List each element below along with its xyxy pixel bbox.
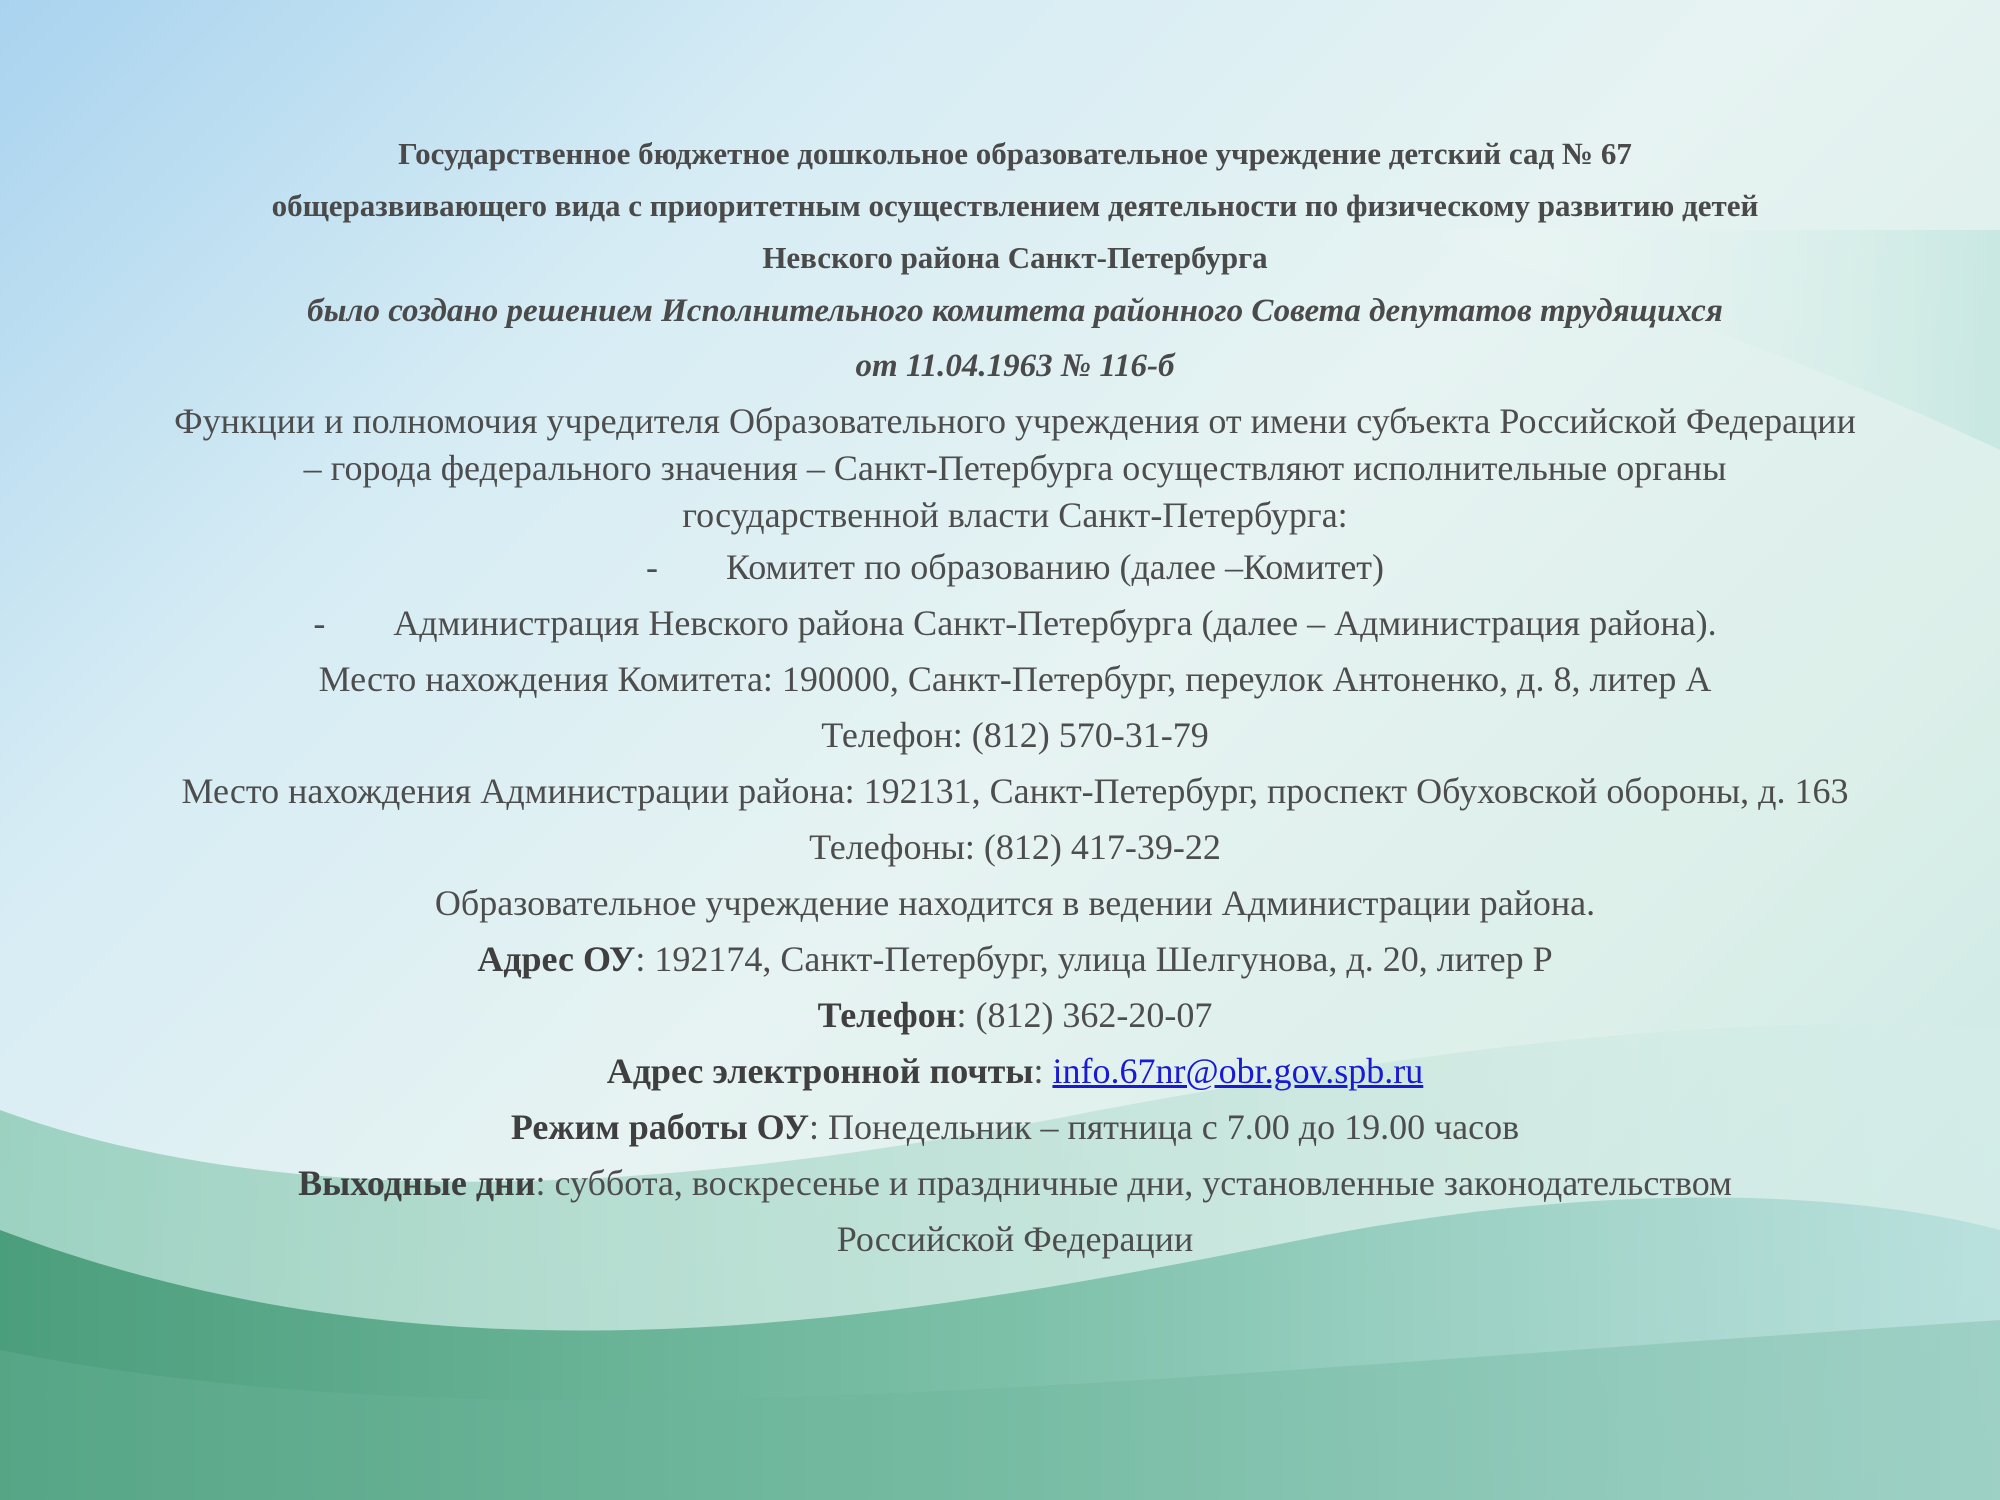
address-value: : 192174, Санкт-Петербург, улица Шелгунова, д. 20, литер Р — [635, 939, 1553, 979]
days-off-value: : суббота, воскресенье и праздничные дни, установленные законодательством — [535, 1163, 1732, 1203]
email-link[interactable]: info.67nr@obr.gov.spb.ru — [1052, 1051, 1424, 1091]
administration-location: Место нахождения Администрации района: 192131, Санкт-Петербург, проспект Обуховской обороны, д. 163 — [181, 771, 1849, 811]
administration-phones: Телефоны: (812) 417-39-22 — [809, 827, 1221, 867]
committee-phone: Телефон: (812) 570-31-79 — [821, 715, 1209, 755]
hours-label: Режим работы ОУ — [510, 1107, 809, 1147]
administration-note: Образовательное учреждение находится в ведении Администрации района. — [434, 883, 1596, 923]
founder-line3: государственной власти Санкт-Петербурга: — [682, 495, 1348, 535]
founder-line1: Функции и полномочия учредителя Образовательного учреждения от имени субъекта Российской Федерации — [174, 401, 1856, 441]
list-item — [90, 539, 1940, 595]
institution-email — [90, 1043, 1940, 1099]
institution-days-off — [90, 1155, 1940, 1211]
institution-name-line2: общеразвивающего вида с приоритетным осуществлением деятельности по физическому развитию детей — [271, 188, 1759, 223]
list-item-text: Комитет по образованию (далее –Комитет) — [725, 547, 1385, 587]
address-label: Адрес ОУ — [477, 939, 636, 979]
email-separator: : — [1033, 1051, 1053, 1091]
institution-name-line3: Невского района Санкт-Петербурга — [762, 240, 1268, 275]
list-item — [90, 595, 1940, 651]
committee-location: Место нахождения Комитета: 190000, Санкт-Петербург, переулок Антоненко, д. 8, литер А — [318, 659, 1712, 699]
institution-days-off-line2: Российской Федерации — [836, 1219, 1194, 1259]
days-off-label: Выходные дни — [298, 1163, 536, 1203]
creation-decree-line2: от 11.04.1963 № 116-б — [855, 348, 1175, 384]
list-marker: - — [313, 603, 326, 643]
list-marker: - — [645, 547, 658, 587]
content — [90, 128, 1940, 1267]
phone-value: : (812) 362-20-07 — [956, 995, 1213, 1035]
institution-hours — [90, 1099, 1940, 1155]
institution-phone — [90, 987, 1940, 1043]
list-item-text: Администрация Невского района Санкт-Петербурга (далее – Администрация района). — [393, 603, 1717, 643]
email-label: Адрес электронной почты — [606, 1051, 1034, 1091]
hours-value: : Понедельник – пятница с 7.00 до 19.00 часов — [808, 1107, 1520, 1147]
institution-address — [90, 931, 1940, 987]
institution-name-line1: Государственное бюджетное дошкольное образовательное учреждение детский сад № 67 — [398, 136, 1632, 171]
founder-paragraph — [90, 398, 1940, 539]
founder-line2: – города федерального значения – Санкт-Петербурга осуществляют исполнительные органы — [303, 448, 1727, 488]
creation-decree-line1: было создано решением Исполнительного комитета районного Совета депутатов трудящихся — [307, 293, 1723, 329]
phone-label: Телефон — [817, 995, 957, 1035]
